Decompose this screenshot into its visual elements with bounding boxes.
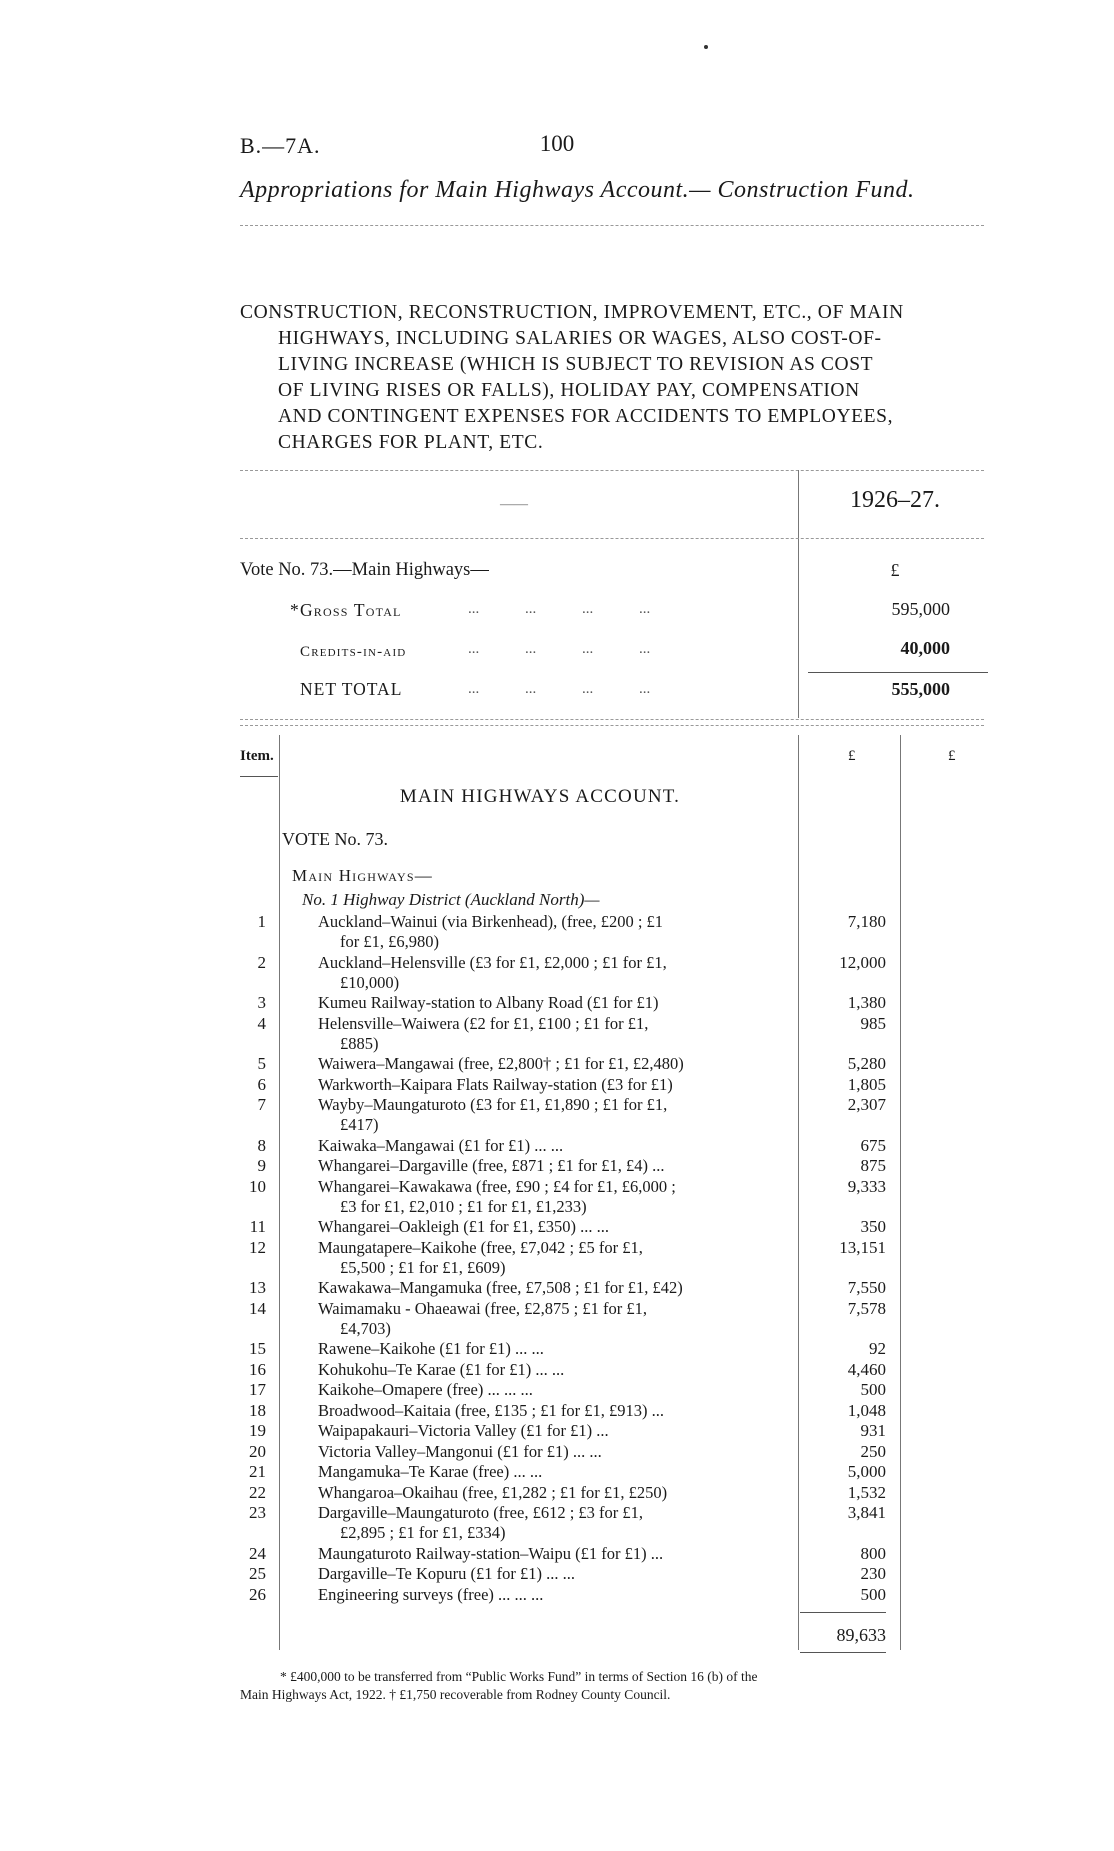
item-description (318, 1401, 788, 1421)
item-number: 9 (257, 1156, 266, 1175)
table-bottom-rule (240, 725, 984, 726)
item-number: 12 (249, 1237, 266, 1257)
item-description (318, 1421, 788, 1441)
item-number: 14 (249, 1298, 266, 1318)
item-description-line: £5,500 ; £1 for £1, £609) (340, 1257, 506, 1277)
item-number: 13 (249, 1278, 266, 1297)
item-description-line: Wayby–Maungaturoto (£3 for £1, £1,890 ; £1 for £1, (318, 1095, 668, 1114)
item-amount: 675 (860, 1135, 886, 1155)
item-description-line: Waimamaku - Ohaeawai (free, £2,875 ; £1 for £1, (318, 1298, 648, 1318)
item-description-line: £3 for £1, £2,010 ; £1 for £1, £1,233) (340, 1196, 587, 1216)
total-column-divider (900, 735, 901, 1650)
item-column-header: Item. (240, 748, 274, 764)
leader-dots: ... ... ... ... (468, 641, 651, 657)
item-amount: 7,550 (847, 1278, 886, 1297)
credits-row (300, 640, 406, 661)
item-number: 23 (249, 1503, 266, 1522)
item-description-line: Auckland–Wainui (via Birkenhead), (free, £200 ; £1 (318, 912, 664, 931)
appropriation-caption (240, 300, 984, 456)
item-amount: 985 (860, 1013, 886, 1033)
item-description-line: £417) (340, 1115, 379, 1134)
net-total-value: 555,000 (891, 679, 950, 699)
item-number: 4 (257, 1013, 266, 1033)
item-amount: 500 (860, 1584, 886, 1604)
account-title: MAIN HIGHWAYS ACCOUNT. (399, 786, 681, 807)
footnote (240, 1668, 980, 1704)
item-number: 7 (257, 1095, 266, 1114)
sum-rule (808, 672, 988, 673)
item-number: 24 (249, 1543, 266, 1563)
item-description (318, 1544, 788, 1564)
vote-number: VOTE No. 73. (282, 829, 388, 849)
item-number: 21 (249, 1462, 266, 1481)
item-description (318, 1278, 788, 1298)
gross-total-label: *Gross Total (290, 600, 402, 620)
item-amount: 13,151 (839, 1237, 886, 1257)
section-heading: Main Highways— (292, 866, 433, 885)
item-number: 15 (249, 1339, 266, 1358)
item-description-line: £885) (340, 1033, 379, 1053)
item-description (318, 1564, 788, 1584)
item-amount: 931 (860, 1421, 886, 1440)
account-total: 89,633 (836, 1625, 886, 1645)
gross-total-row (290, 600, 402, 621)
item-amount: 1,048 (847, 1400, 886, 1420)
item-description-line: Kaikohe–Omapere (free) ... ... ... (318, 1380, 533, 1399)
total-column-header: £ (948, 748, 956, 764)
item-description-line: £4,703) (340, 1318, 391, 1338)
item-description-line: Mangamuka–Te Karae (free) ... ... (318, 1462, 543, 1481)
item-description-line: Victoria Valley–Mangonui (£1 for £1) ... ... (318, 1441, 602, 1461)
item-description (318, 1299, 788, 1339)
item-number: 20 (249, 1441, 266, 1461)
caption-line: AND CONTINGENT EXPENSES FOR ACCIDENTS TO EMPLOYEES, (278, 406, 894, 427)
column-divider (798, 470, 799, 718)
item-description (318, 953, 788, 993)
item-description (318, 1136, 788, 1156)
vote-label: Vote No. 73.—Main Highways— (240, 560, 489, 580)
item-description-line: Warkworth–Kaipara Flats Railway-station (£3 for £1) (318, 1074, 673, 1094)
item-description-line: Kohukohu–Te Karae (£1 for £1) ... ... (318, 1359, 565, 1379)
item-amount: 5,000 (847, 1462, 886, 1481)
item-description-line: £2,895 ; £1 for £1, £334) (340, 1523, 506, 1542)
item-description (318, 1217, 788, 1237)
item-description-line: Auckland–Helensville (£3 for £1, £2,000 ; £1 for £1, (318, 952, 667, 972)
currency-symbol: £ (890, 560, 900, 580)
item-amount: 92 (869, 1339, 886, 1358)
item-description-line: Dargaville–Maungaturoto (free, £612 ; £3 for £1, (318, 1503, 644, 1522)
caption-line: CONSTRUCTION, RECONSTRUCTION, IMPROVEMENT, ETC., OF MAIN (240, 302, 904, 323)
item-description (318, 1054, 788, 1074)
item-description (318, 912, 788, 952)
item-description (318, 1238, 788, 1278)
page-subtitle: Appropriations for Main Highways Account.— Construction Fund. (240, 177, 915, 203)
total-rule (800, 1652, 886, 1653)
item-number: 6 (257, 1074, 266, 1094)
item-description-line: Maungaturoto Railway-station–Waipu (£1 for £1) ... (318, 1543, 664, 1563)
item-amount: 350 (860, 1217, 886, 1236)
item-description (318, 1380, 788, 1400)
item-number: 5 (257, 1054, 266, 1073)
total-rule (800, 1612, 886, 1613)
item-description (318, 1462, 788, 1482)
net-total-label: NET TOTAL (300, 679, 403, 699)
item-description (318, 1503, 788, 1543)
item-number: 19 (249, 1421, 266, 1440)
item-description-line: Maungatapere–Kaikohe (free, £7,042 ; £5 for £1, (318, 1237, 643, 1257)
item-description (318, 1075, 788, 1095)
caption-line: HIGHWAYS, INCLUDING SALARIES OR WAGES, ALSO COST-OF- (278, 328, 882, 349)
item-number: 25 (249, 1564, 266, 1583)
gross-total-value: 595,000 (891, 599, 950, 619)
district-heading: No. 1 Highway District (Auckland North)— (302, 890, 600, 909)
item-description-line: Rawene–Kaikohe (£1 for £1) ... ... (318, 1339, 544, 1358)
item-amount: 1,532 (847, 1482, 886, 1502)
item-description-line: Helensville–Waiwera (£2 for £1, £100 ; £1 for £1, (318, 1013, 649, 1033)
item-amount: 875 (860, 1156, 886, 1175)
item-amount: 250 (860, 1441, 886, 1461)
item-description (318, 1156, 788, 1176)
item-description-line: Waiwera–Mangawai (free, £2,800† ; £1 for £1, £2,480) (318, 1054, 684, 1073)
item-description-line: Broadwood–Kaitaia (free, £135 ; £1 for £1, £913) ... (318, 1400, 664, 1420)
item-description-line: Kawakawa–Mangamuka (free, £7,508 ; £1 for £1, £42) (318, 1278, 683, 1297)
item-number: 10 (249, 1176, 266, 1196)
item-description-line: Waipapakauri–Victoria Valley (£1 for £1) ... (318, 1421, 609, 1440)
item-amount: 4,460 (847, 1359, 886, 1379)
item-number: 3 (257, 993, 266, 1012)
item-amount: 1,805 (847, 1074, 886, 1094)
item-description (318, 1177, 788, 1217)
footnote-line: Main Highways Act, 1922. † £1,750 recoverable from Rodney County Council. (240, 1687, 671, 1702)
item-number: 16 (249, 1359, 266, 1379)
credits-value: 40,000 (900, 638, 950, 658)
item-description (318, 1339, 788, 1359)
item-amount: 230 (860, 1564, 886, 1583)
item-description-line: for £1, £6,980) (340, 932, 439, 951)
item-amount: 9,333 (847, 1176, 886, 1196)
divider (240, 225, 984, 226)
year-heading: 1926–27. (850, 487, 940, 513)
item-number: 2 (257, 952, 266, 972)
speck-mark (704, 45, 708, 49)
item-description-line: Kaiwaka–Mangawai (£1 for £1) ... ... (318, 1135, 564, 1155)
item-amount: 800 (860, 1543, 886, 1563)
item-amount: 5,280 (847, 1054, 886, 1073)
item-description (318, 1442, 788, 1462)
item-description-line: £10,000) (340, 972, 400, 992)
item-amount: 3,841 (847, 1503, 886, 1522)
item-description (318, 1483, 788, 1503)
item-number: 22 (249, 1482, 266, 1502)
item-description (318, 1360, 788, 1380)
item-number: 26 (249, 1584, 266, 1604)
item-number: 1 (257, 912, 266, 931)
document-reference: B.—7A. (240, 133, 321, 158)
item-description-line: Whangarei–Dargaville (free, £871 ; £1 for £1, £4) ... (318, 1156, 665, 1175)
item-description-line: Kumeu Railway-station to Albany Road (£1 for £1) (318, 993, 659, 1012)
item-number: 17 (249, 1380, 266, 1399)
item-description-line: Engineering surveys (free) ... ... ... (318, 1584, 544, 1604)
page-number: 100 (539, 131, 575, 156)
amount-column-divider (798, 735, 799, 1650)
item-amount: 12,000 (839, 952, 886, 972)
header-dash: —— (500, 497, 528, 512)
item-amount: 500 (860, 1380, 886, 1399)
table-header-rule (240, 538, 984, 539)
caption-line: CHARGES FOR PLANT, ETC. (278, 432, 544, 453)
item-amount: 7,180 (847, 912, 886, 931)
item-description (318, 1095, 788, 1135)
item-amount: 7,578 (847, 1298, 886, 1318)
item-number: 18 (249, 1400, 266, 1420)
item-header-rule (240, 776, 278, 777)
amount-column-header: £ (848, 748, 856, 764)
item-amount: 1,380 (847, 993, 886, 1012)
caption-line: LIVING INCREASE (WHICH IS SUBJECT TO REVISION AS COST (278, 354, 874, 375)
item-description-line: Dargaville–Te Kopuru (£1 for £1) ... ... (318, 1564, 575, 1583)
item-column-divider (279, 735, 280, 1650)
item-description (318, 1585, 788, 1605)
item-description-line: Whangarei–Oakleigh (£1 for £1, £350) ... ... (318, 1217, 609, 1236)
caption-line: OF LIVING RISES OR FALLS), HOLIDAY PAY, COMPENSATION (278, 380, 860, 401)
table-bottom-rule (240, 719, 984, 720)
item-amount: 2,307 (847, 1095, 886, 1114)
item-number: 11 (249, 1217, 266, 1236)
credits-label: Credits-in-aid (300, 644, 407, 660)
item-description (318, 1014, 788, 1054)
footnote-line: * £400,000 to be transferred from “Public Works Fund” in terms of Section 16 (b) of the (280, 1669, 758, 1684)
leader-dots: ... ... ... ... (468, 681, 651, 697)
table-top-rule (240, 470, 984, 471)
item-description-line: Whangaroa–Okaihau (free, £1,282 ; £1 for £1, £250) (318, 1482, 668, 1502)
item-description (318, 993, 788, 1013)
item-number: 8 (257, 1135, 266, 1155)
leader-dots: ... ... ... ... (468, 601, 651, 617)
item-description-line: Whangarei–Kawakawa (free, £90 ; £4 for £1, £6,000 ; (318, 1176, 676, 1196)
